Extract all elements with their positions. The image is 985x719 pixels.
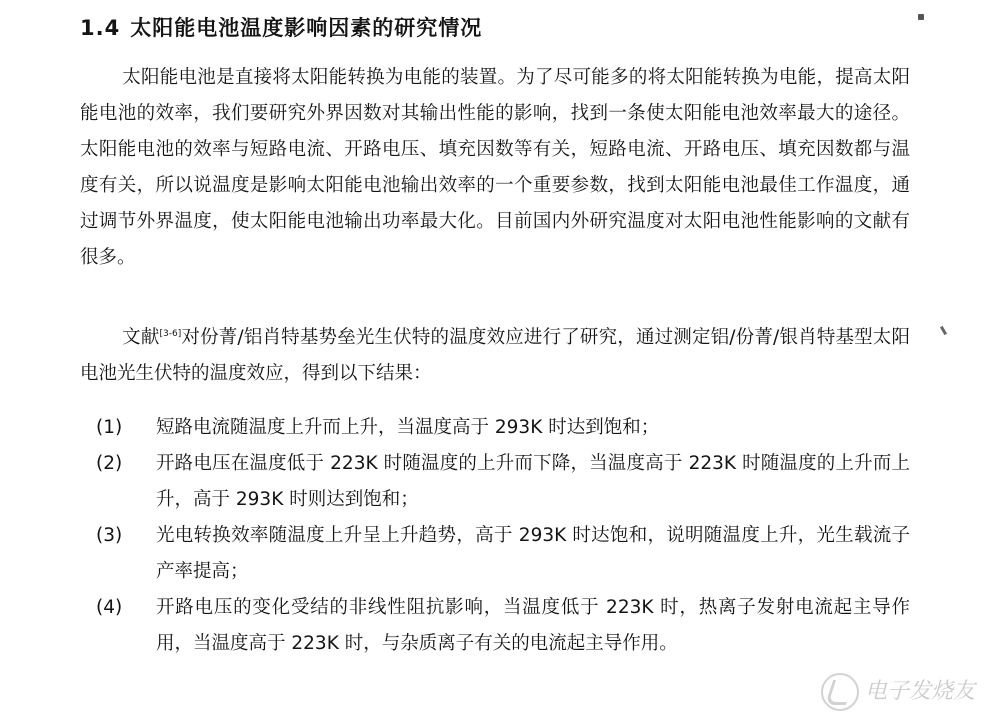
list-item xyxy=(80,410,910,446)
literature-text: 对份菁/铝肖特基势垒光生伏特的温度效应进行了研究，通过测定铝/份菁/银肖特基型太阳电池光生伏特的温度效应，得到以下结果： xyxy=(80,327,910,384)
results-list xyxy=(80,410,910,662)
section-title: 太阳能电池温度影响因素的研究情况 xyxy=(130,16,483,40)
list-item-marker: (2) xyxy=(96,453,123,474)
list-item xyxy=(80,590,910,662)
list-item-marker: (4) xyxy=(96,597,123,618)
citation-reference: [3-6] xyxy=(159,328,182,339)
list-item xyxy=(80,518,910,590)
paragraph-intro-text: 太阳能电池是直接将太阳能转换为电能的装置。为了尽可能多的将太阳能转换为电能，提高太阳能电池的效率，我们要研究外界因数对其输出性能的影响，找到一条使太阳能电池效率最大的途径。太阳能电池的效率与短路电流、开路电压、填充因数等有关，短路电流、开路电压、填充因数都与温度有关，所以说温度是影响太阳能电池输出效率的一个重要参数，找到太阳能电池最佳工作温度，通过调节外界温度，使太阳能电池输出功率最大化。目前国内外研究温度对太阳电池性能影响的文献有很多。 xyxy=(80,67,910,268)
list-item xyxy=(80,446,910,518)
list-item-text: 短路电流随温度上升而上升，当温度高于 293K 时达到饱和； xyxy=(156,417,660,438)
list-item-marker: (3) xyxy=(96,525,123,546)
list-item-text: 开路电压在温度低于 223K 时随温度的上升而下降，当温度高于 223K 时随温度的上升而上升，高于 293K 时则达到饱和； xyxy=(156,453,910,510)
list-item-marker: (1) xyxy=(96,417,123,438)
list-item-text: 开路电压的变化受结的非线性阻抗影响，当温度低于 223K 时，热离子发射电流起主导作用，当温度高于 223K 时，与杂质离子有关的电流起主导作用。 xyxy=(156,597,910,654)
section-heading xyxy=(80,12,482,42)
paragraph-intro xyxy=(80,60,910,276)
section-number: 1.4 xyxy=(80,16,121,40)
list-item-text: 光电转换效率随温度上升呈上升趋势，高于 293K 时达饱和，说明随温度上升，光生载流子产率提高； xyxy=(156,525,910,582)
site-watermark xyxy=(821,673,975,711)
scan-tick-mark xyxy=(940,326,947,335)
paragraph-literature xyxy=(80,320,910,392)
watermark-text: 电子发烧友 xyxy=(864,679,975,704)
scan-speck-mark xyxy=(918,14,924,20)
literature-prefix: 文献 xyxy=(122,327,160,348)
elecfans-logo-icon xyxy=(821,673,859,711)
